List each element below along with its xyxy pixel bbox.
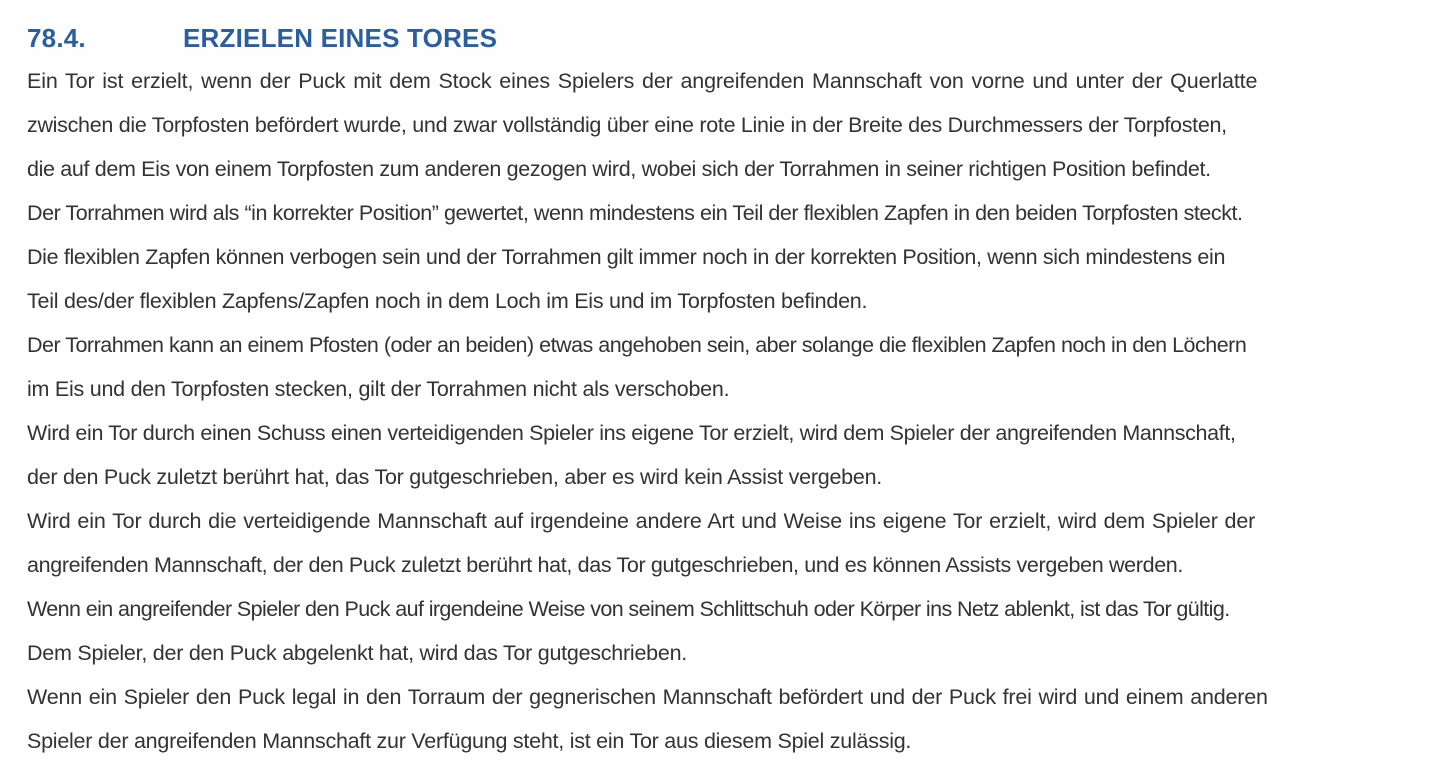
text-line-11: Wird ein Tor durch die verteidigende Mannschaft auf irgendeine andere Art und Weise ins eigene Tor erzielt, wird dem Spieler der [27, 509, 1256, 533]
section-heading [27, 18, 497, 58]
text-line-12: angreifenden Mannschaft, der den Puck zuletzt berührt hat, das Tor gutgeschrieben, und es können Assists vergeben werden. [27, 553, 1184, 577]
text-line-13: Wenn ein angreifender Spieler den Puck auf irgendeine Weise von seinem Schlittschuh oder Körper ins Netz ablenkt, ist das Tor gültig. [27, 597, 1230, 621]
text-line-10: der den Puck zuletzt berührt hat, das Tor gutgeschrieben, aber es wird kein Assist vergeben. [27, 465, 883, 489]
text-line-3: die auf dem Eis von einem Torpfosten zum anderen gezogen wird, wobei sich der Torrahmen in seiner richtigen Position befindet. [27, 157, 1211, 181]
text-line-16: Spieler der angreifenden Mannschaft zur Verfügung steht, ist ein Tor aus diesem Spiel zulässig. [27, 729, 912, 753]
text-line-9: Wird ein Tor durch einen Schuss einen verteidigenden Spieler ins eigene Tor erzielt, wird dem Spieler der angreifenden Mannschaft, [27, 421, 1236, 445]
text-line-6: Teil des/der flexiblen Zapfens/Zapfen noch in dem Loch im Eis und im Torpfosten befinden. [27, 289, 868, 313]
text-line-5: Die flexiblen Zapfen können verbogen sein und der Torrahmen gilt immer noch in der korrekten Position, wenn sich mindestens ein [27, 245, 1226, 269]
text-line-1: Ein Tor ist erzielt, wenn der Puck mit dem Stock eines Spielers der angreifenden Mannschaft von vorne und unter der Querlatte [27, 69, 1258, 93]
text-line-2: zwischen die Torpfosten befördert wurde, und zwar vollständig über eine rote Linie in der Breite des Durchmessers der Torpfosten, [27, 113, 1227, 137]
section-number: 78.4. [27, 22, 86, 53]
text-line-7: Der Torrahmen kann an einem Pfosten (oder an beiden) etwas angehoben sein, aber solange die flexiblen Zapfen noch in den Löchern [27, 333, 1247, 357]
section-body [27, 59, 1417, 763]
section-title: ERZIELEN EINES TORES [183, 22, 498, 53]
text-line-4: Der Torrahmen wird als “in korrekter Position” gewertet, wenn mindestens ein Teil der flexiblen Zapfen in den beiden Torpfosten steckt. [27, 201, 1243, 225]
text-line-14: Dem Spieler, der den Puck abgelenkt hat, wird das Tor gutgeschrieben. [27, 641, 687, 665]
text-line-15: Wenn ein Spieler den Puck legal in den Torraum der gegnerischen Mannschaft befördert und der Puck frei wird und einem anderen [27, 685, 1268, 709]
text-line-8: im Eis und den Torpfosten stecken, gilt der Torrahmen nicht als verschoben. [27, 377, 730, 401]
